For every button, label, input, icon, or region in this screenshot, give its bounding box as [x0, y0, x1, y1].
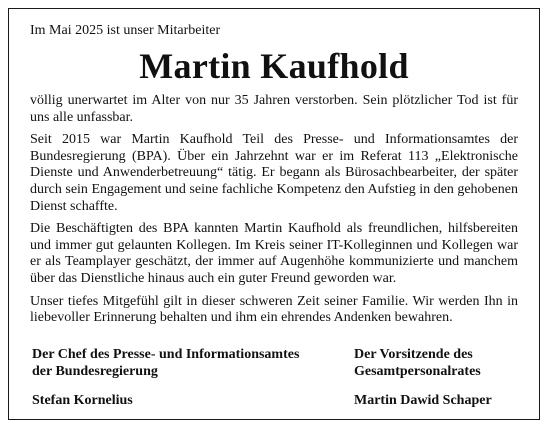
signature-left-title-line1: Der Chef des Presse- und Informationsamtes	[32, 347, 300, 362]
paragraph-colleagues: Die Beschäftigten des BPA kannten Martin Kaufhold als freundlichen, hilfsbereiten und immer gut gelaunten Kollegen. Im Kreis seiner IT-Kolleginnen und Kollegen war er als Teamplayer geschätzt, der immer auf Augenhöhe kommunizierte und manchem über das Dienstliche hinaus auch ein guter Freund geworden war.	[30, 221, 518, 286]
paragraph-condolence: Unser tiefes Mitgefühl gilt in dieser schweren Zeit seiner Familie. Wir werden Ihn in liebevoller Erinnerung behalten und ihm ein ehrendes Andenken bewahren.	[30, 293, 518, 326]
signature-right-title-line2: Gesamtpersonalrates	[354, 363, 481, 379]
paragraph-announcement: völlig unerwartet im Alter von nur 35 Jahren verstorben. Sein plötzlicher Tod ist für uns alle unfassbar.	[30, 93, 518, 125]
signature-right-title-line1: Der Vorsitzende des	[354, 347, 473, 362]
intro-text: Im Mai 2025 ist unser Mitarbeiter	[30, 23, 221, 38]
deceased-name: Martin Kaufhold	[139, 46, 409, 86]
paragraph-career: Seit 2015 war Martin Kaufhold Teil des Presse- und Informationsamtes der Bundesregierung (BPA). Über ein Jahrzehnt war er im Referat 113 „Elektronische Dienste und Anwenderbetreuung“ tätig. Er begann als Bürosachbearbeiter, der später durch sein Engagement und seine fachliche Kompetenz den Aufstieg in den gehobenen Dienst schaffte.	[30, 132, 518, 214]
signature-left-title	[32, 347, 299, 380]
signature-right-title	[354, 347, 481, 380]
signature-left-name: Stefan Kornelius	[32, 393, 133, 408]
signature-right-name: Martin Dawid Schaper	[354, 393, 492, 408]
signature-left-title-line2: der Bundesregierung	[32, 363, 158, 379]
obituary-body	[30, 22, 518, 333]
